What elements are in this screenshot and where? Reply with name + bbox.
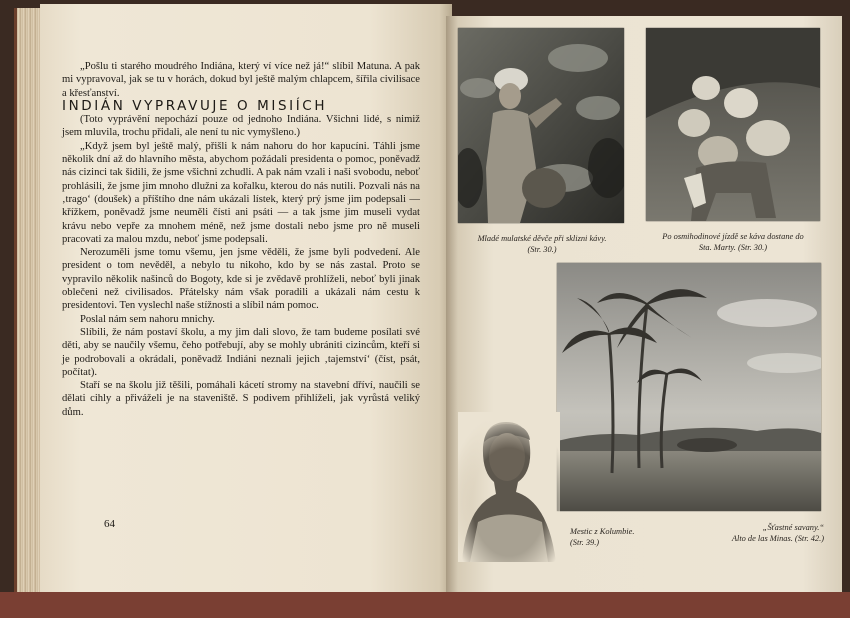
book-cover-edge	[0, 592, 850, 618]
photo-mestic	[458, 412, 560, 562]
section-title: INDIÁN VYPRAVUJE O MISIÍCH	[62, 97, 328, 114]
paragraph-5: Slíbili, že nám postaví školu, a my jim dali slovo, že tam budeme posílati své děti, aby se naučily všemu, čeho potřebují, aby se mohly ubrániti cizincům, kteří si je podrobovali a okrádali, poněvadž Indiáni neznali jejich ‚tajemství‘ (číst, psát, počítat).	[62, 326, 420, 378]
paragraph-4: Poslal nám sem nahoru mnichy.	[80, 313, 215, 325]
photo-savanna	[557, 263, 821, 511]
caption-coffee-donkey-line2: Sta. Marty. (Str. 30.)	[698, 243, 768, 252]
caption-mestic	[570, 526, 680, 548]
caption-savanna-line2: Alto de las Minas. (Str. 42.)	[731, 534, 824, 543]
page-number: 64	[104, 518, 115, 530]
caption-coffee-girl-line1: Mladé mulatské děvče při sklizni kávy.	[477, 234, 607, 243]
caption-coffee-girl-line2: (Str. 30.)	[527, 245, 557, 254]
paragraph-2: „Když jsem byl ještě malý, přišli k nám nahoru do hor kapucíni. Táhli jsme několik dní až do hlavního města, abychom požádali presidenta o pomoc, poněvadž nás cizinci tak šidili, že jsme všichni zchudli. A pak nám vzali i naši svobodu, neboť prohlásili, že jsme jim mnoho dlužni za kořalku, kterou do nás nutili. Pozvali nás na ‚trago‘ (doušek) a příštího dne nám ukázali lístek, který prý jsme jim podepsali — křížkem, poněvadž jsme neuměli čísti ani psáti — a tak jsme jim museli vydat krávu nebo vepře za mnohem méně, než jsme dostali nebo jsme pro ně museli pracovati za malou mzdu, neboť jsme podepsali.	[62, 140, 420, 245]
caption-savanna	[690, 522, 824, 544]
intro-paragraph: „Pošlu ti starého moudrého Indiána, který ví více než já!“ slíbil Matuna. A pak mi vypravoval, jak se tu v horách, dokud byl ještě malým chlapcem, šířila civilisace a křesťanství.	[62, 61, 420, 99]
left-page-text	[62, 60, 420, 419]
caption-mestic-line1: Mestic z Kolumbie.	[570, 527, 635, 536]
caption-coffee-donkey-line1: Po osmihodinové jízdě se káva dostane do	[662, 232, 804, 241]
paragraph-3: Nerozuměli jsme tomu všemu, jen jsme věděli, že jsme byli podvedení. Ale president o tom nevěděl, a nebylo tu nikoho, kdo by se nás zastal. Proto se vypravilo několik našinců do Bogoty, kde si je zvědavě prohlíželi, neboť byli jinak oblečeni než civilisados. Přátelsky nám však poradili a ukázali nám cestu k presidentovi. Ten vyslechl naše stížnosti a slíbil nám pomoc.	[62, 247, 420, 312]
caption-coffee-girl	[452, 233, 632, 255]
caption-coffee-donkey	[640, 231, 826, 253]
photo-coffee-donkey	[646, 28, 820, 221]
caption-savanna-line1: „Šťastné savany.“	[762, 523, 824, 532]
paragraph-1: (Toto vyprávění nepochází pouze od jednoho Indiána. Všichni lidé, s nimiž jsem mluvila, trochu přidali, ale není tu nic vymyšleno.)	[62, 114, 420, 139]
photo-coffee-girl	[458, 28, 624, 223]
paragraph-6: Staří se na školu již těšili, pomáhali kácetí stromy na stavební dříví, naučili se dělati cihly a přiváželi je na staveniště. S podivem přihlíželi, jak vyrůstá veliký dům.	[62, 380, 420, 418]
caption-mestic-line2: (Str. 39.)	[570, 538, 600, 547]
